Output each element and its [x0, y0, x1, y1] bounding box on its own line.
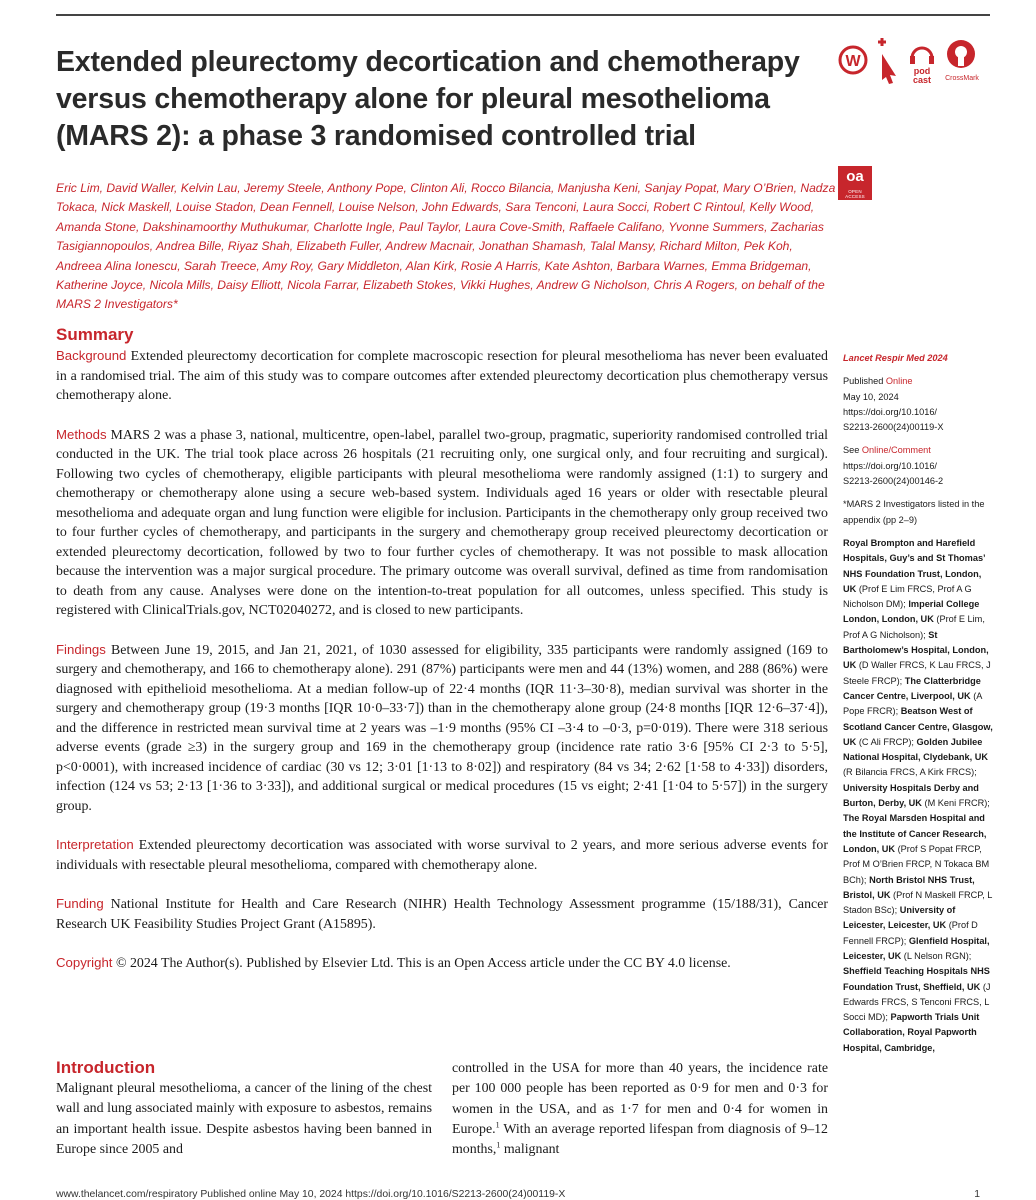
see-also: See Online/Comment https://doi.org/10.1016/ S2213-2600(24)00146-2: [843, 445, 944, 487]
introduction-col2: controlled in the USA for more than 40 years, the incidence rate per 100 000 people has been reported as 0·9 for men and 0·3 for women in the USA, and as 1·7 for men and 0·4 for women in Europe.$^1$ With an average reported lifespan from diagnosis of 9–12 months,$^1$ malignant: [452, 1061, 828, 1158]
doi-link[interactable]: https://doi.org/10.1016/: [843, 406, 937, 417]
summary-methods: [56, 425, 828, 621]
online-link[interactable]: Online: [885, 376, 913, 387]
introduction-heading: Introduction: [56, 1058, 156, 1077]
oa-label: oa: [846, 168, 864, 185]
summary-copyright: [56, 953, 828, 974]
page-number: 1: [974, 1189, 980, 1200]
svg-text:W: W: [845, 53, 861, 70]
crossmark-label: CrossMark: [945, 75, 979, 82]
summary-heading: Summary: [56, 325, 134, 344]
article-title: Extended pleurectomy decortication and chemotherapy versus chemotherapy alone for pleural mesothelioma (MARS 2): a phase 3 randomised controlled trial: [56, 46, 800, 152]
journal-citation: Lancet Respir Med 2024: [843, 353, 948, 363]
badge-icons: [838, 36, 988, 86]
page-footer: [56, 1189, 990, 1200]
comment-doi-link[interactable]: https://doi.org/10.1016/: [843, 460, 937, 471]
comment-doi-link-cont[interactable]: S2213-2600(24)00146-2: [843, 476, 944, 487]
crossmark-icon[interactable]: [945, 40, 979, 82]
section-text: National Institute for Health and Care Research (NIHR) Health Technology Assessment programme (15/188/31), Cancer Research UK Feasibility Studies Project Grant (A15895).: [56, 897, 828, 932]
podcast-label-top: pod: [913, 66, 931, 76]
publication-info: Published Online May 10, 2024 https://doi.org/10.1016/ S2213-2600(24)00119-X: [843, 376, 944, 433]
section-text: Between June 19, 2015, and Jan 21, 2021, of 1030 assessed for eligibility, 335 participants were randomly assigned (169 to surgery and chemotherapy, and 166 to chemotherapy alone). 291 (87%) participants were men and 44 (13%) women, and 288 (86%) were diagnosed with epithelioid mesothelioma. At a median follow-up of 22·4 months (IQR 11·3–30·8), median survival was shorter in the surgery and chemotherapy group (19·3 months [IQR 10·0–33·7]) than in the chemotherapy alone group (24·8 months [IQR 12·6–37·4]), and the difference in restricted mean survival time at 2 years was –1·9 months (95% CI –3·4 to –0·3, p=0·019). There were 318 serious adverse events (grade ≥3) in the surgery group and 169 in the chemotherapy group (incidence rate ratio 3·6 [95% CI 2·3 to 5·5], p<0·0001), with increased incidence of cardiac (30 vs 12; 3·01 [1·13 to 8·02]) and respiratory (84 vs 34; 2·62 [1·58 to 4·33]) disorders, infection (124 vs 53; 2·13 [1·36 to 3·33]), and additional surgical or medical procedures (15 vs eight; 2·41 [1·04 to 5·57]) in the surgery group.: [56, 642, 828, 814]
summary-funding: [56, 894, 828, 934]
section-label: Findings: [56, 641, 106, 657]
investigators-note: *MARS 2 Investigators listed in the appendix (pp 2–9): [843, 499, 985, 525]
podcast-icon[interactable]: [910, 48, 934, 85]
open-access-badge: [838, 166, 872, 200]
top-rule: [56, 14, 990, 16]
summary-background: [56, 346, 828, 406]
comment-link[interactable]: Online/Comment: [861, 445, 931, 456]
section-label: Funding: [56, 896, 104, 911]
author-list: Eric Lim, David Waller, Kelvin Lau, Jeremy Steele, Anthony Pope, Clinton Ali, Rocco Bilancia, Manjusha Keni, Sanjay Popat, Mary O’Brien, Nadza Tokaca, Nick Maskell, Louise Stadon, Dean Fennell, Louise Nelson, John Edwards, Sara Tenconi, Laura Socci, Robert C Rintoul, Kelly Wood, Amanda Stone, Dakshinamoorthy Muthukumar, Charlotte Ingle, Paul Taylor, Laura Cove-Smith, Raffaele Califano, Yvonne Summers, Zacharias Tasigiannopoulos, Andrea Bille, Riyaz Shah, Elizabeth Fuller, Andrew Macnair, Jonathan Shamash, Talal Mansy, Richard Milton, Pek Koh, Andreea Alina Ionescu, Sarah Treece, Amy Roy, Gary Middleton, Alan Kirk, Rosie A Harris, Kate Ashton, Barbara Warnes, Emma Bridgeman, Katherine Joyce, Nicola Mills, Daisy Elliott, Nicola Farrar, Elizabeth Stokes, Vikki Hughes, Andrew G Nicholson, Chris A Rogers, on behalf of the MARS 2 Investigators*: [56, 181, 836, 312]
podcast-label-bottom: cast: [912, 75, 932, 85]
oa-text: OPEN ACCESS: [845, 189, 865, 199]
header-icons-svg: [838, 36, 988, 86]
introduction-col1: Malignant pleural mesothelioma, a cancer of the lining of the chest wall and lung associated mainly with exposure to asbestos, remains an important health issue. Despite asbestos having been banned in Europe since 2005 and: [56, 1081, 432, 1157]
section-text: Extended pleurectomy decortication was associated with worse survival to 2 years, and more serious adverse events for individuals with resectable pleural mesothelioma, compared with chemotherapy alone.: [56, 838, 828, 873]
section-text: Extended pleurectomy decortication for complete macroscopic resection for pleural mesothelioma has never been evaluated in a randomised trial. The aim of this study was to compare outcomes after extended pleurectomy decortication plus chemotherapy versus chemotherapy alone.: [56, 349, 828, 403]
section-label: Background: [56, 348, 127, 363]
section-label: Methods: [56, 426, 107, 442]
reference-1b[interactable]: 1: [496, 1140, 501, 1150]
sidebar: [843, 351, 993, 1064]
affiliations: Royal Brompton and Harefield Hospitals, Guy’s and St Thomas’ NHS Foundation Trust, London, UK (Prof E Lim FRCS, Prof A G Nicholson DM); Imperial College London, London, UK (Prof E Lim, Prof A G Nicholson); St Bartholomew’s Hospital, London, UK (D Waller FRCS, K Lau FRCS, J Steele FRCP); The Clatterbridge Cancer Centre, Liverpool, UK (A Pope FRCR); Beatson West of Scotland Cancer Centre, Glasgow, UK (C Ali FRCP); Golden Jubilee National Hospital, Clydebank, UK (R Bilancia FRCS, A Kirk FRCS); University Hospitals Derby and Burton, Derby, UK (M Keni FRCR); The Royal Marsden Hospital and the Institute of Cancer Research, London, UK (Prof S Popat FRCP, Prof M O’Brien FRCP, N Tokaca BM BCh); North Bristol NHS Trust, Bristol, UK (Prof N Maskell FRCP, L Stadon BSc); University of Leicester, Leicester, UK (Prof D Fennell FRCP); Glenfield Hospital, Leicester, UK (L Nelson RGN); Sheffield Teaching Hospitals NHS Foundation Trust, Sheffield, UK (J Edwards FRCS, S Tenconi FRCS, L Socci MD); Papworth Trials Unit Collaboration, Royal Papworth Hospital, Cambridge,: [843, 537, 993, 1053]
cursor-plus-icon[interactable]: [878, 38, 896, 84]
w-circle-icon[interactable]: [840, 47, 866, 73]
footer-text: www.thelancet.com/respiratory Published online May 10, 2024 https://doi.org/10.1016/S2213-2600(24)00119-X: [56, 1189, 566, 1200]
summary-findings: [56, 640, 828, 817]
doi-link-cont[interactable]: S2213-2600(24)00119-X: [843, 422, 944, 433]
summary-body: [56, 346, 828, 993]
section-text: MARS 2 was a phase 3, national, multicentre, open-label, parallel two-group, pragmatic, superiority randomised controlled trial conducted in the UK. The trial took place across 26 hospitals (21 recruiting only, one surgical only, and four recruiting and surgical). Following two cycles of chemotherapy, eligible participants with pleural mesothelioma were randomly assigned (1:1) to surgery and chemotherapy or chemotherapy alone using a secure web-based system. Individuals aged 16 years or older with resectable pleural mesothelioma and adequate organ and lung function were eligible for inclusion. Participants in the chemotherapy only group received two to four further cycles of chemotherapy, and participants in the surgery and chemotherapy group received pleurectomy decortication or extended pleurectomy decortication, followed by two to four further cycles of chemotherapy. It was not possible to mask allocation because the intervention was a major surgical procedure. The primary outcome was overall survival, defined as time from randomisation to death from any cause. Analyses were done on the intention-to-treat population for all outcomes, unless specified. This study is registered with ClinicalTrials.gov, NCT02040272, and is closed to new participants.: [56, 427, 828, 618]
section-text: © 2024 The Author(s). Published by Elsevier Ltd. This is an Open Access article under the CC BY 4.0 license.: [115, 956, 731, 971]
summary-interpretation: [56, 835, 828, 875]
section-label: Copyright: [56, 955, 113, 970]
section-label: Interpretation: [56, 837, 134, 852]
reference-1[interactable]: 1: [495, 1120, 500, 1130]
